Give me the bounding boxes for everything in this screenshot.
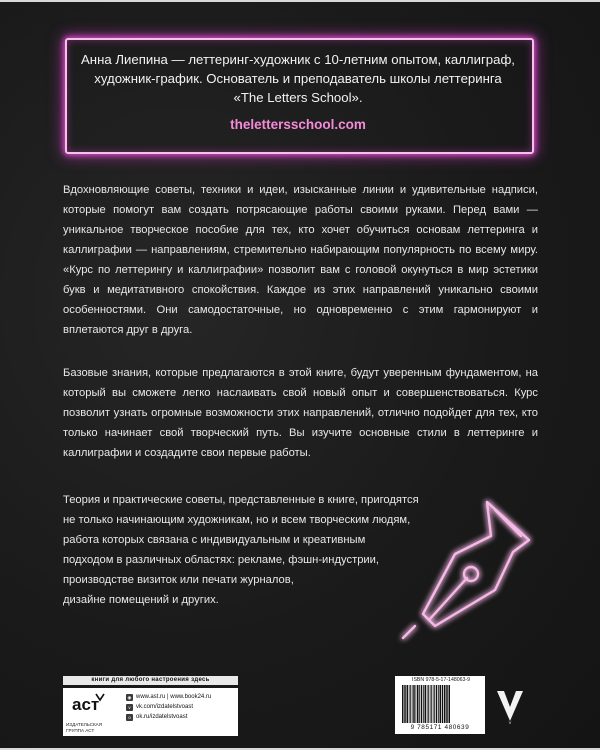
- barcode-bar: [412, 685, 413, 723]
- ast-logo-text: аст: [72, 695, 100, 714]
- author-bio: Анна Лиепина — леттеринг-художник с 10-летним опытом, каллиграф, художник-график. Основатель и преподаватель школы леттеринга «The Letters School».: [81, 52, 515, 105]
- barcode-bar: [427, 685, 428, 723]
- paragraph-3-line: работа которых связана с индивидуальным и креативным: [63, 534, 366, 546]
- paragraph-3-line: дизайне помещений и других.: [63, 594, 219, 606]
- barcode-bar: [444, 685, 446, 723]
- barcode-bar: [410, 685, 411, 723]
- description-paragraph-2: Базовые знания, которые предлагаются в этой книге, будут уверенным фундаментом, на который вы сможете легко наслаивать свой новый опыт и совершенствоваться. Курс позволит узнать огромные возможности этих направлений, отлично подойдет для тех, кто только начинает свой творческий путь. Вы изучите основные стили в леттеринге и каллиграфии и создадите свои первые работы.: [63, 367, 538, 459]
- publisher-tagline: книги для любого настроения здесь: [91, 677, 210, 683]
- author-website-link[interactable]: thelettersschool.com: [230, 117, 366, 132]
- website-links[interactable]: www.ast.ru | www.book24.ru: [136, 694, 212, 700]
- paragraph-3-line: подходом в различных областях: рекламе, фэшн-индустрии,: [63, 554, 380, 566]
- vk-icon: v: [126, 704, 133, 711]
- barcode-bar: [436, 685, 438, 723]
- barcode-bar: [430, 685, 431, 723]
- ok-link[interactable]: ok.ru/izdatelstvoast: [136, 714, 188, 720]
- barcode-bar: [419, 685, 420, 723]
- link-row[interactable]: [126, 702, 236, 712]
- barcode-bar: [438, 685, 439, 723]
- publisher-links: [126, 692, 236, 722]
- ok-icon: o: [126, 714, 133, 721]
- link-row[interactable]: [126, 712, 236, 722]
- barcode-bar: [433, 685, 434, 723]
- barcode-bar: [446, 685, 448, 723]
- barcode-bar: [423, 685, 424, 723]
- paragraph-3-line: производстве визиток или печати журналов,: [63, 574, 294, 586]
- link-row[interactable]: [126, 692, 236, 702]
- barcode-bar: [440, 685, 442, 723]
- barcode-bar: [428, 685, 429, 723]
- barcode-bar: [417, 685, 419, 723]
- isbn: ISBN 978-5-17-148063-9: [412, 677, 470, 683]
- barcode-bar: [416, 685, 417, 723]
- barcode-icon: [401, 685, 479, 723]
- barcode-bar: [449, 685, 451, 723]
- barcode-bar: [434, 685, 435, 723]
- globe-icon: ◉: [127, 694, 132, 700]
- description-paragraph-1: Вдохновляющие советы, техники и идеи, изысканные линии и удивительные надписи, которые помогут вам создать потрясающие работы своими руками. Перед вами — уникальное творческое пособие для тех, кто хочет обучиться основам леттеринга и каллиграфии — направлениям, стремительно набирающим популярность по всему миру. «Курс по леттерингу и каллиграфии» позволит вам с головой окунуться в мир эстетики букв и медитативного спокойствия. Каждое из этих направлений уникально своими особенностями. Они самодостаточные, но одновременно с этим гармонируют и вплетаются друг в друга.: [63, 184, 538, 336]
- vk-link[interactable]: vk.com/izdatelstvoast: [136, 704, 194, 710]
- v-logo-text: V: [508, 720, 512, 725]
- barcode-bar: [442, 685, 444, 723]
- top-edge: [0, 0, 600, 2]
- barcode-bar: [421, 685, 423, 723]
- barcode-bar: [402, 685, 404, 723]
- paragraph-3-line: не только начинающим художникам, но и всем творческим людям,: [63, 514, 411, 526]
- publisher-caption: ИЗДАТЕЛЬСКАЯ ГРУППА АСТ: [66, 722, 103, 733]
- barcode-bar: [425, 685, 427, 723]
- barcode-bar: [413, 685, 415, 723]
- pen-nib-icon: [395, 480, 555, 650]
- barcode-bar: [404, 685, 406, 723]
- barcode-bar: [431, 685, 432, 723]
- v-logo-icon: [495, 687, 525, 725]
- ast-logo: [70, 690, 110, 716]
- barcode-bar: [407, 685, 409, 723]
- description-paragraph-3: [63, 490, 423, 610]
- barcode-bar: [409, 685, 410, 723]
- barcode-number: 9 785171 480639: [410, 724, 470, 731]
- paragraph-3-line: Теория и практические советы, представленные в книге, пригодятся: [63, 494, 419, 506]
